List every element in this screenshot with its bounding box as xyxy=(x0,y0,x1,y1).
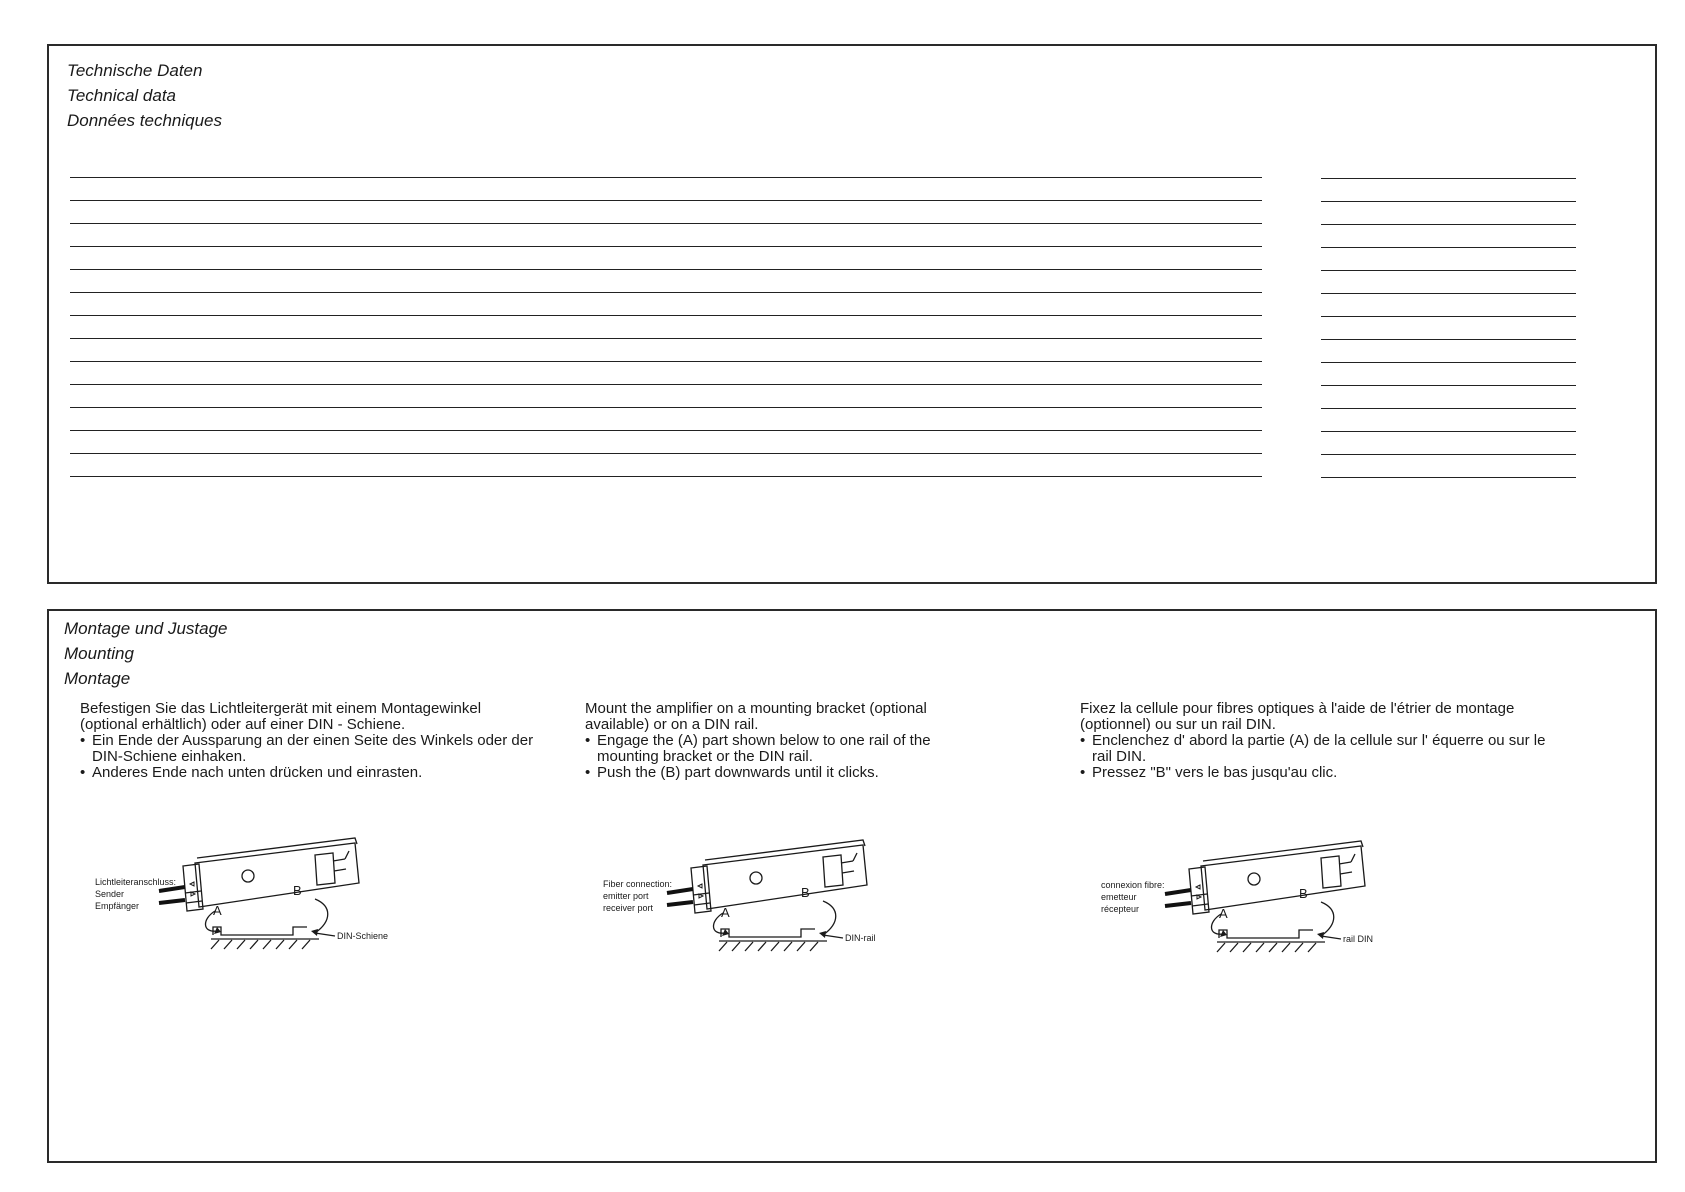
receiver-arrow-icon xyxy=(699,894,703,898)
cable-line xyxy=(333,859,345,861)
hatch-line xyxy=(224,940,232,949)
emitter-arrow-icon xyxy=(190,882,194,886)
spec-value-line xyxy=(1321,178,1576,179)
spec-value-line xyxy=(1321,408,1576,409)
receiver-fiber xyxy=(159,900,185,903)
spec-line xyxy=(70,315,1262,316)
rail-leader-line xyxy=(823,935,843,938)
indicator-icon xyxy=(750,872,762,884)
hatch-line xyxy=(732,942,740,951)
receiver-fiber xyxy=(1165,903,1191,906)
cable-line xyxy=(1351,854,1355,862)
mounting-step: • Anderes Ende nach unten drücken und einrasten. xyxy=(80,765,540,781)
hatch-line xyxy=(1308,943,1316,952)
part-b-label: B xyxy=(293,883,302,898)
hatch-line xyxy=(1282,943,1290,952)
hatch-line xyxy=(302,940,310,949)
technical-data-panel xyxy=(47,44,1657,584)
spec-line xyxy=(70,407,1262,408)
spec-value-line xyxy=(1321,362,1576,363)
technical-data-heading xyxy=(67,58,222,133)
arrowhead-icon xyxy=(311,929,318,936)
mounting-instructions-fr xyxy=(1080,701,1550,781)
heading-de: Montage und Justage xyxy=(64,619,228,638)
emitter-label: emetteur xyxy=(1101,892,1137,902)
spec-line xyxy=(70,292,1262,293)
mounting-steps xyxy=(585,733,970,781)
cable-line xyxy=(842,871,854,873)
hatch-line xyxy=(810,942,818,951)
hatch-line xyxy=(211,940,219,949)
hatch-line xyxy=(1243,943,1251,952)
mounting-steps xyxy=(1080,733,1550,781)
spec-line xyxy=(70,476,1262,477)
spec-value-line xyxy=(1321,293,1576,294)
hatch-line xyxy=(719,942,727,951)
receiver-arrow-icon xyxy=(1197,895,1201,899)
hatch-line xyxy=(758,942,766,951)
spec-value-line xyxy=(1321,270,1576,271)
mounting-intro: Mount the amplifier on a mounting bracket (optional available) or on a DIN rail. xyxy=(585,700,927,733)
mounting-heading xyxy=(64,616,228,691)
spec-value-line xyxy=(1321,477,1576,478)
port-label: connexion fibre: xyxy=(1101,880,1165,890)
port-label: Lichtleiteranschluss: xyxy=(95,877,177,887)
cable-boot xyxy=(315,853,335,885)
mounting-figure-fr xyxy=(1093,814,1433,959)
mounting-step: • Engage the (A) part shown below to one rail of the mounting bracket or the DIN rail. xyxy=(585,733,970,765)
spec-line xyxy=(70,361,1262,362)
cable-line xyxy=(1340,872,1352,874)
hatch-line xyxy=(1230,943,1238,952)
cable-boot xyxy=(823,855,843,887)
receiver-label: Empfänger xyxy=(95,901,140,911)
cable-line xyxy=(345,851,349,859)
emitter-fiber xyxy=(159,887,185,891)
heading-fr: Données techniques xyxy=(67,111,223,130)
hatch-line xyxy=(797,942,805,951)
hatch-line xyxy=(745,942,753,951)
mounting-instructions-de xyxy=(80,701,540,781)
din-rail xyxy=(213,927,307,935)
mounting-figure-en xyxy=(595,813,935,958)
spec-line xyxy=(70,246,1262,247)
rail-label: DIN-Schiene xyxy=(337,931,389,941)
fiber-port-block xyxy=(691,866,711,913)
indicator-icon xyxy=(1248,873,1260,885)
spec-line xyxy=(70,200,1262,201)
cable-line xyxy=(334,869,346,871)
heading-en: Mounting xyxy=(64,644,134,663)
mounting-intro: Fixez la cellule pour fibres optiques à l'aide de l'étrier de montage (optionnel) ou sur un rail DIN. xyxy=(1080,700,1515,733)
hatch-line xyxy=(289,940,297,949)
rail-leader-line xyxy=(1321,936,1341,939)
spec-value-line xyxy=(1321,431,1576,432)
hatch-line xyxy=(1217,943,1225,952)
hatch-line xyxy=(250,940,258,949)
spec-value-line xyxy=(1321,454,1576,455)
mounting-step: • Push the (B) part downwards until it clicks. xyxy=(585,765,970,781)
spec-line xyxy=(70,453,1262,454)
spec-value-line xyxy=(1321,316,1576,317)
hatch-line xyxy=(263,940,271,949)
emitter-fiber xyxy=(667,889,693,893)
mounting-panel xyxy=(47,609,1657,1163)
part-a-label: A xyxy=(213,903,222,918)
heading-en: Technical data xyxy=(67,86,177,105)
spec-value-line xyxy=(1321,385,1576,386)
spec-value-line xyxy=(1321,247,1576,248)
part-b-arrow-icon xyxy=(1321,902,1334,936)
spec-line xyxy=(70,430,1262,431)
mounting-figure-de xyxy=(87,811,447,956)
port-label: Fiber connection: xyxy=(603,879,673,889)
emitter-arrow-icon xyxy=(1196,885,1200,889)
part-b-arrow-icon xyxy=(823,901,836,935)
spec-value-line xyxy=(1321,201,1576,202)
spec-line xyxy=(70,177,1262,178)
heading-fr: Montage xyxy=(64,669,131,688)
hatch-line xyxy=(237,940,245,949)
rail-leader-line xyxy=(315,933,335,936)
cable-line xyxy=(853,853,857,861)
part-b-label: B xyxy=(1299,886,1308,901)
receiver-arrow-icon xyxy=(191,892,195,896)
hatch-line xyxy=(1269,943,1277,952)
mounting-intro: Befestigen Sie das Lichtleitergerät mit einem Montagewinkel (optional erhältlich) oder auf einer DIN - Schiene. xyxy=(80,700,482,733)
receiver-label: receiver port xyxy=(603,903,654,913)
receiver-label: récepteur xyxy=(1101,904,1140,914)
mounting-step: • Ein Ende der Aussparung an der einen Seite des Winkels oder der DIN-Schiene einhaken. xyxy=(80,733,540,765)
spec-line xyxy=(70,269,1262,270)
rail-label: rail DIN xyxy=(1343,934,1374,944)
hatch-line xyxy=(784,942,792,951)
fiber-port-block xyxy=(1189,867,1209,914)
heading-de: Technische Daten xyxy=(67,61,203,80)
spec-value-line xyxy=(1321,224,1576,225)
mounting-step: • Pressez "B" vers le bas jusqu'au clic. xyxy=(1080,765,1550,781)
part-a-label: A xyxy=(721,905,730,920)
cable-line xyxy=(841,861,853,863)
din-rail xyxy=(1219,930,1313,938)
spec-value-line xyxy=(1321,339,1576,340)
indicator-icon xyxy=(242,870,254,882)
arrowhead-icon xyxy=(214,927,221,934)
cable-boot xyxy=(1321,856,1341,888)
spec-line xyxy=(70,223,1262,224)
hatch-line xyxy=(1295,943,1303,952)
emitter-arrow-icon xyxy=(698,884,702,888)
arrowhead-icon xyxy=(1220,930,1227,937)
port-divider xyxy=(1192,904,1208,906)
receiver-fiber xyxy=(667,902,693,905)
hatch-line xyxy=(276,940,284,949)
mounting-steps xyxy=(80,733,540,781)
arrowhead-icon xyxy=(819,931,826,938)
mounting-instructions-en xyxy=(585,701,970,781)
hatch-line xyxy=(1256,943,1264,952)
hatch-line xyxy=(771,942,779,951)
din-rail xyxy=(721,929,815,937)
emitter-fiber xyxy=(1165,890,1191,894)
part-b-arrow-icon xyxy=(315,899,328,933)
port-divider xyxy=(186,901,202,903)
part-b-label: B xyxy=(801,885,810,900)
part-a-label: A xyxy=(1219,906,1228,921)
arrowhead-icon xyxy=(722,929,729,936)
port-divider xyxy=(694,903,710,905)
emitter-label: emitter port xyxy=(603,891,649,901)
arrowhead-icon xyxy=(1317,932,1324,939)
rail-label: DIN-rail xyxy=(845,933,876,943)
fiber-port-block xyxy=(183,864,203,911)
cable-line xyxy=(1339,862,1351,864)
mounting-step: • Enclenchez d' abord la partie (A) de la cellule sur l' équerre ou sur le rail DIN. xyxy=(1080,733,1550,765)
spec-line xyxy=(70,338,1262,339)
emitter-label: Sender xyxy=(95,889,125,899)
spec-line xyxy=(70,384,1262,385)
